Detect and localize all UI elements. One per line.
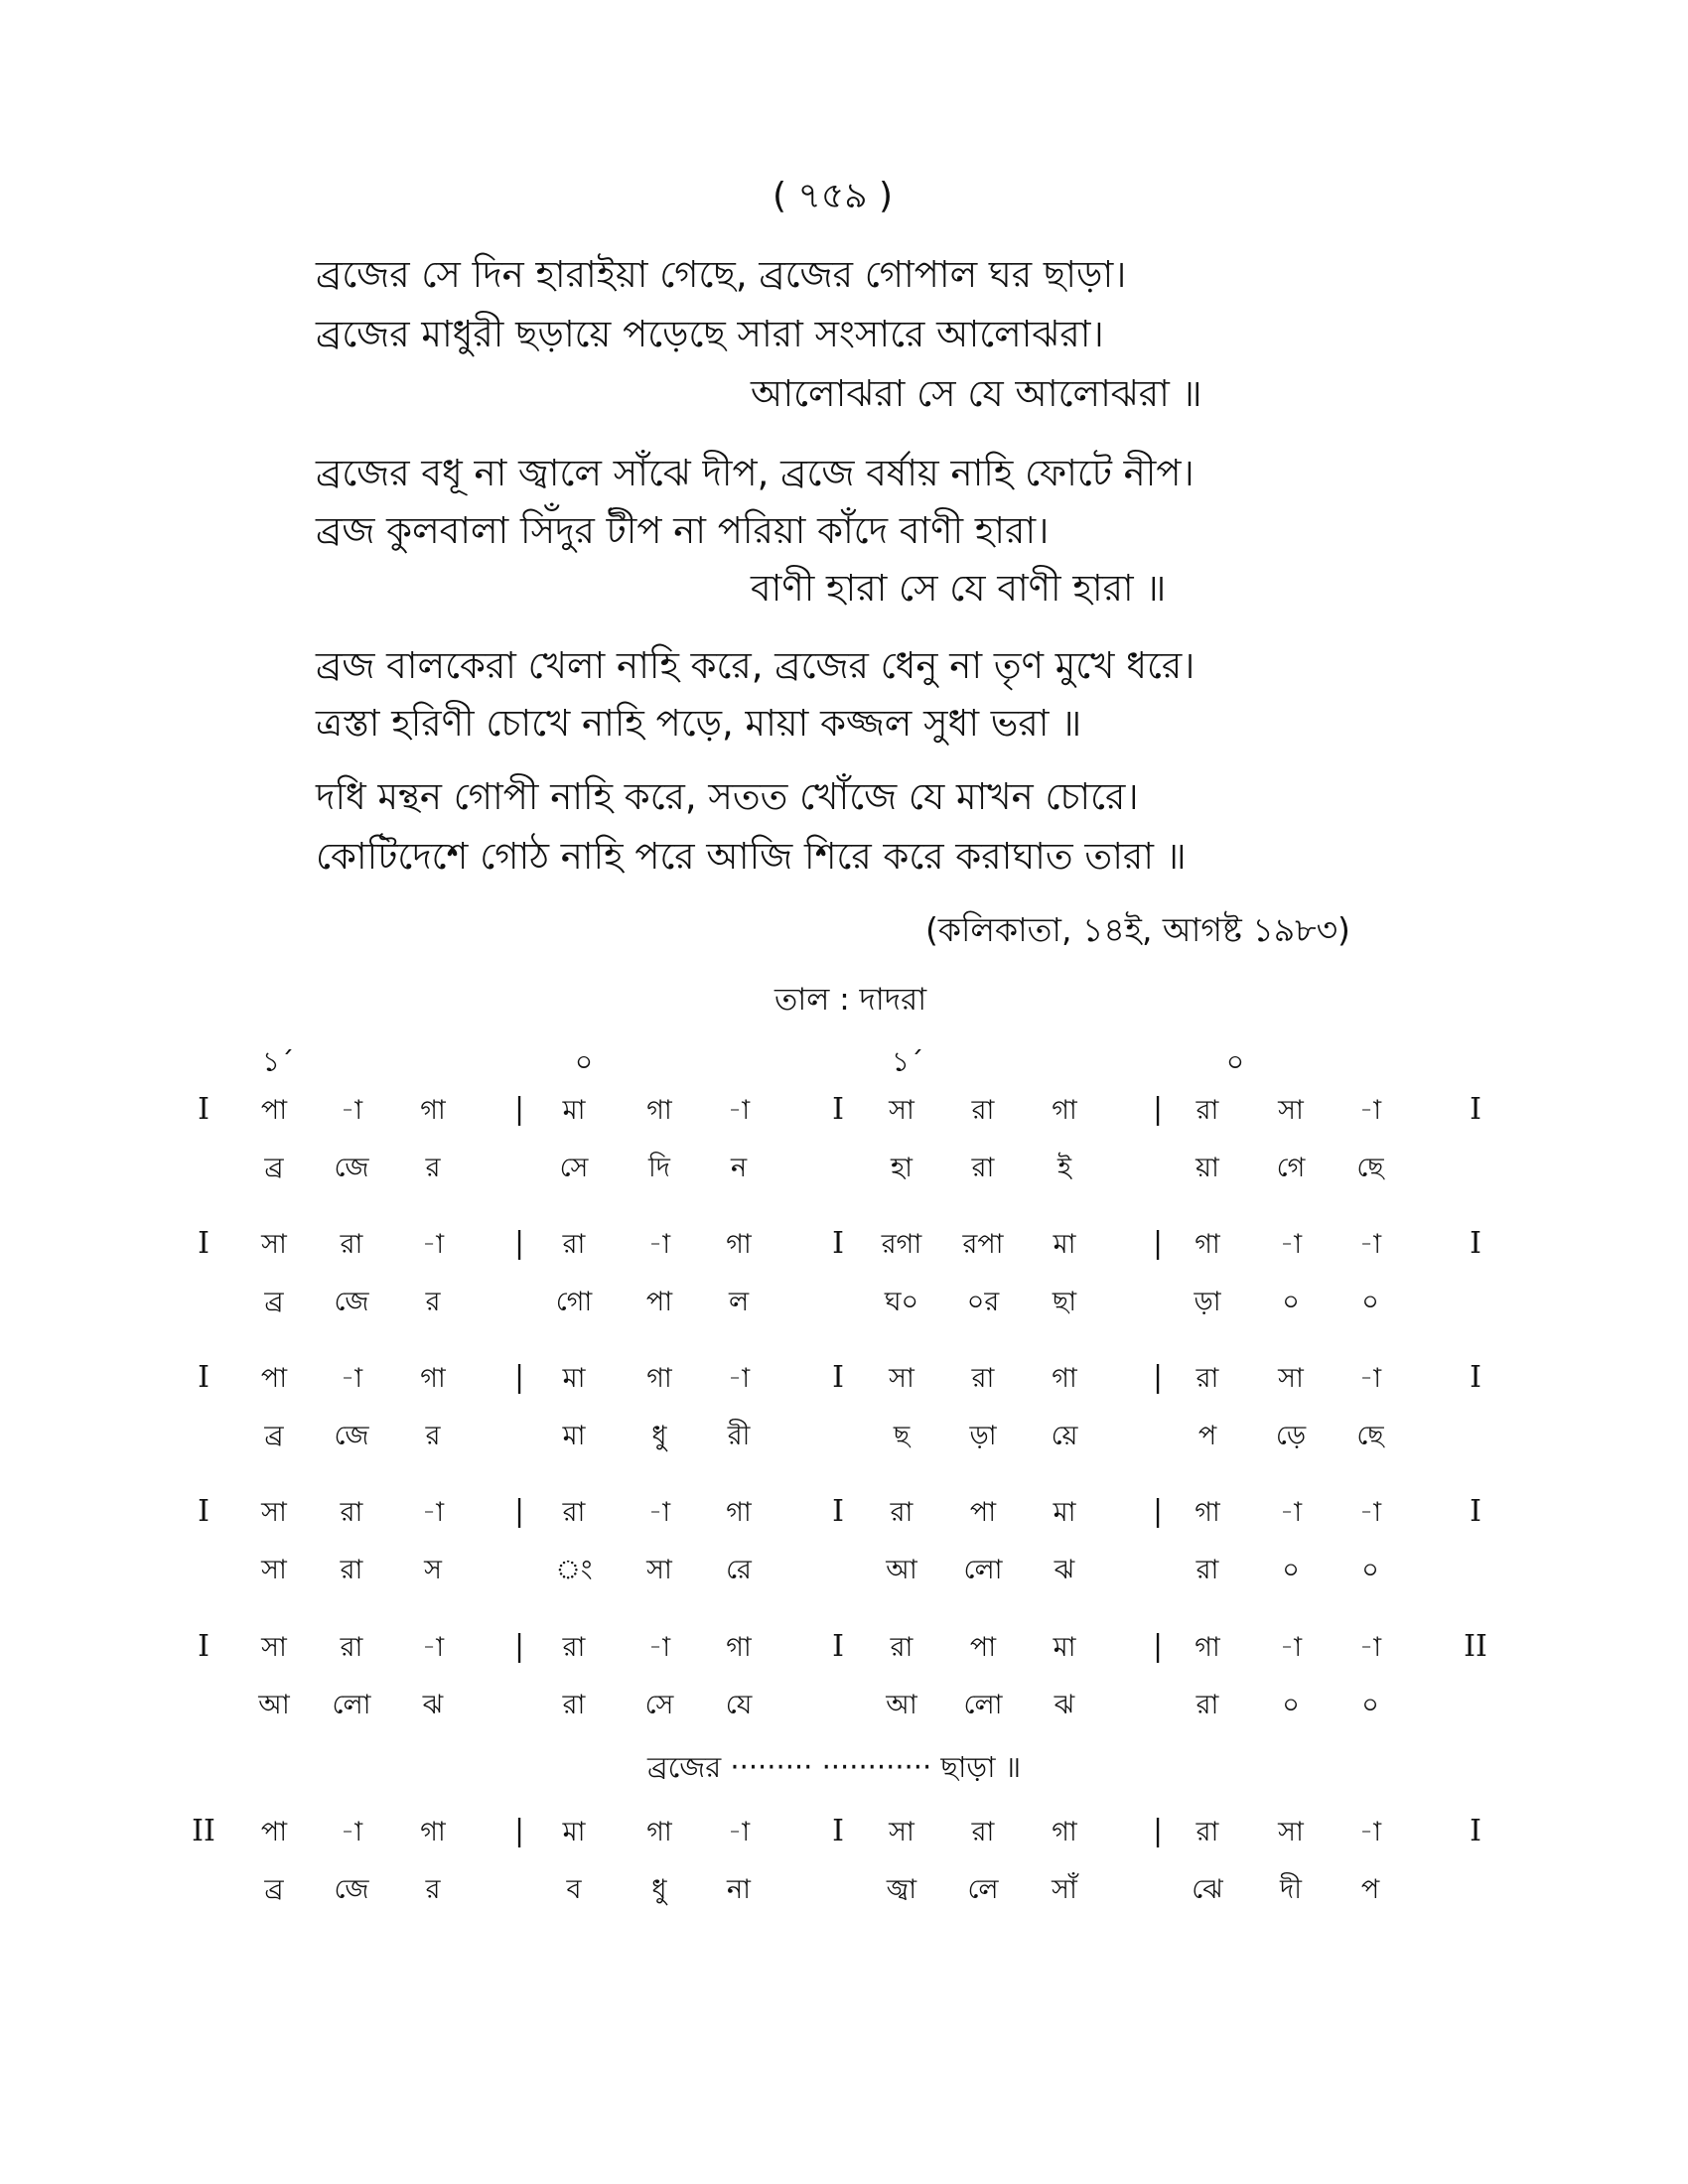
- row-open-bar: I: [198, 1092, 210, 1127]
- row-open-bar: II: [192, 1814, 215, 1848]
- swara-note: গা: [1052, 1363, 1077, 1394]
- lyric-syllable: ঝ: [1054, 1690, 1075, 1720]
- beat-divider: |: [513, 1226, 525, 1261]
- lyric-syllable: র: [425, 1421, 441, 1451]
- avartan-divider: I: [832, 1494, 844, 1529]
- lyric-syllable: রা: [562, 1690, 586, 1720]
- swara-note: রা: [971, 1095, 995, 1126]
- swara-note: -া: [1358, 1363, 1382, 1394]
- swara-note: -া: [421, 1497, 445, 1528]
- swara-note: রা: [562, 1497, 586, 1528]
- swara-note: রা: [890, 1632, 914, 1663]
- swara-note: গা: [420, 1817, 446, 1847]
- tala-mark: ১´: [261, 1045, 295, 1078]
- swara-note: পা: [260, 1363, 288, 1394]
- swara-note: রা: [340, 1229, 363, 1260]
- lyric-syllable: লো: [963, 1690, 1003, 1720]
- swara-note: -া: [647, 1632, 671, 1663]
- beat-divider: |: [1152, 1814, 1164, 1848]
- lyric-syllable: দি: [648, 1153, 670, 1183]
- swara-note: গা: [1052, 1817, 1077, 1847]
- swara-note: -া: [1358, 1632, 1382, 1663]
- lyric-syllable: ছে: [1356, 1153, 1384, 1183]
- swara-note: মা: [562, 1817, 586, 1847]
- swara-note: গা: [646, 1363, 672, 1394]
- lyric-syllable: রা: [1196, 1690, 1219, 1720]
- swara-note: গা: [646, 1817, 672, 1847]
- lyric-syllable: ব্র: [264, 1287, 284, 1317]
- lyric-syllable: ছা: [1052, 1287, 1077, 1317]
- row-open-bar: I: [198, 1629, 210, 1664]
- swara-note: রা: [340, 1632, 363, 1663]
- swara-note: -া: [421, 1229, 445, 1260]
- lyric-syllable: ছে: [1356, 1421, 1384, 1451]
- verse-line: আলোঝরা সে যে আলোঝরা ॥: [751, 372, 1202, 415]
- lyric-syllable: ং: [555, 1555, 593, 1585]
- swara-note: -া: [727, 1817, 751, 1847]
- lyric-syllable: স: [424, 1555, 442, 1585]
- swara-note: রা: [890, 1497, 914, 1528]
- verse-line: বাণী হারা সে যে বাণী হারা ॥: [751, 567, 1167, 610]
- lyric-syllable: ঝে: [1192, 1874, 1223, 1905]
- avartan-divider: I: [832, 1092, 844, 1127]
- row-close-bar: II: [1464, 1629, 1487, 1664]
- tala-heading: তাল : দাদরা: [774, 982, 927, 1018]
- lyric-syllable: রা: [1196, 1555, 1219, 1585]
- swara-note: রা: [562, 1229, 586, 1260]
- verse-line: ব্রজের বধূ না জ্বালে সাঁঝে দীপ, ব্রজে বর্ষায় নাহি ফোটে নীপ।: [316, 452, 1195, 494]
- lyric-syllable: সে: [559, 1153, 589, 1183]
- swara-note: সা: [261, 1229, 287, 1260]
- lyric-syllable: র: [425, 1287, 441, 1317]
- swara-note: -া: [1279, 1632, 1303, 1663]
- verse-line: ব্রজ কুলবালা সিঁদুর টীপ না পরিয়া কাঁদে বাণী হারা।: [316, 509, 1050, 552]
- lyric-syllable: য়া: [1196, 1153, 1219, 1183]
- lyric-syllable: সাঁ: [1052, 1874, 1077, 1905]
- swara-note: রা: [340, 1497, 363, 1528]
- lyric-syllable: রী: [727, 1421, 751, 1451]
- verse-line: ব্রজের সে দিন হারাইয়া গেছে, ব্রজের গোপাল ঘর ছাড়া।: [316, 253, 1127, 296]
- lyric-syllable: না: [727, 1874, 751, 1905]
- lyric-syllable: গে: [1276, 1153, 1306, 1183]
- lyric-syllable: জে: [334, 1153, 369, 1183]
- lyric-syllable: দী: [1280, 1874, 1302, 1905]
- tala-mark: ০: [1225, 1045, 1245, 1078]
- swara-note: মা: [1053, 1497, 1076, 1528]
- beat-divider: |: [1152, 1360, 1164, 1395]
- lyric-syllable: ড়া: [969, 1421, 997, 1451]
- lyric-syllable: প: [1197, 1421, 1217, 1451]
- swara-note: রগা: [881, 1229, 922, 1260]
- swara-note: -া: [647, 1229, 671, 1260]
- lyric-syllable: ঘ০: [884, 1287, 919, 1317]
- beat-divider: |: [1152, 1494, 1164, 1529]
- beat-divider: |: [1152, 1226, 1164, 1261]
- swara-note: রা: [1196, 1095, 1219, 1126]
- beat-divider: |: [513, 1360, 525, 1395]
- refrain-line: ব্রজের ········· ············ ছাড়া ॥: [647, 1750, 1022, 1784]
- swara-note: -া: [340, 1817, 363, 1847]
- swara-note: গা: [1195, 1229, 1220, 1260]
- lyric-syllable: রা: [971, 1153, 995, 1183]
- beat-divider: |: [1152, 1629, 1164, 1664]
- lyric-syllable: ০: [1361, 1555, 1379, 1585]
- verse-line: দধি মন্থন গোপী নাহি করে, সতত খোঁজে যে মাখন চোরে।: [316, 775, 1139, 818]
- swara-note: সা: [1278, 1817, 1304, 1847]
- beat-divider: |: [513, 1092, 525, 1127]
- swara-note: সা: [261, 1632, 287, 1663]
- lyric-syllable: মা: [562, 1421, 586, 1451]
- swara-note: গা: [726, 1229, 752, 1260]
- beat-divider: |: [513, 1629, 525, 1664]
- row-close-bar: I: [1470, 1814, 1481, 1848]
- swara-note: গা: [726, 1497, 752, 1528]
- row-close-bar: I: [1470, 1494, 1481, 1529]
- avartan-divider: I: [832, 1629, 844, 1664]
- verse-line: ত্রস্তা হরিণী চোখে নাহি পড়ে, মায়া কজ্জল সুধা ভরা ॥: [316, 702, 1082, 745]
- lyric-syllable: ল: [728, 1287, 750, 1317]
- swara-note: সা: [1278, 1095, 1304, 1126]
- verse-line: ব্রজের মাধুরী ছড়ায়ে পড়েছে সারা সংসারে আলোঝরা।: [316, 313, 1104, 355]
- swara-note: গা: [420, 1363, 446, 1394]
- lyric-syllable: ধু: [651, 1421, 667, 1451]
- swara-note: -া: [421, 1632, 445, 1663]
- lyric-syllable: ড়ে: [1275, 1421, 1307, 1451]
- row-open-bar: I: [198, 1226, 210, 1261]
- lyric-syllable: লো: [963, 1555, 1003, 1585]
- swara-note: মা: [562, 1095, 586, 1126]
- lyric-syllable: ধু: [651, 1874, 667, 1905]
- swara-note: গা: [1052, 1095, 1077, 1126]
- swara-note: সা: [889, 1817, 914, 1847]
- swara-note: গা: [420, 1095, 446, 1126]
- swara-note: গা: [1195, 1632, 1220, 1663]
- page-number: ( ৭৫৯ ): [773, 176, 894, 216]
- lyric-syllable: জে: [334, 1421, 369, 1451]
- lyric-syllable: ০: [1361, 1287, 1379, 1317]
- tala-mark: ১´: [891, 1045, 924, 1078]
- lyric-syllable: সা: [261, 1555, 287, 1585]
- swara-note: রা: [971, 1363, 995, 1394]
- avartan-divider: I: [832, 1226, 844, 1261]
- swara-note: মা: [1053, 1229, 1076, 1260]
- swara-note: সা: [261, 1497, 287, 1528]
- swara-note: রা: [562, 1632, 586, 1663]
- lyric-syllable: ০: [1282, 1690, 1300, 1720]
- row-open-bar: I: [198, 1360, 210, 1395]
- swara-note: -া: [1358, 1497, 1382, 1528]
- lyric-syllable: লো: [332, 1690, 371, 1720]
- swara-note: -া: [1358, 1095, 1382, 1126]
- swara-note: রা: [1196, 1817, 1219, 1847]
- swara-note: গা: [646, 1095, 672, 1126]
- swara-note: -া: [727, 1095, 751, 1126]
- swara-note: রা: [1196, 1363, 1219, 1394]
- lyric-syllable: হা: [890, 1153, 914, 1183]
- lyric-syllable: রে: [726, 1555, 752, 1585]
- lyric-syllable: জে: [334, 1287, 369, 1317]
- avartan-divider: I: [832, 1360, 844, 1395]
- beat-divider: |: [513, 1814, 525, 1848]
- swara-note: গা: [1195, 1497, 1220, 1528]
- lyric-syllable: র: [425, 1153, 441, 1183]
- lyric-syllable: জে: [334, 1874, 369, 1905]
- verse-line: ব্রজ বালকেরা খেলা নাহি করে, ব্রজের ধেনু না তৃণ মুখে ধরে।: [316, 644, 1196, 687]
- swara-note: সা: [1278, 1363, 1304, 1394]
- swara-note: গা: [726, 1632, 752, 1663]
- swara-note: মা: [562, 1363, 586, 1394]
- colophon: (কলিকাতা, ১৪ই, আগষ্ট ১৯৮৩): [925, 910, 1350, 949]
- swara-note: রপা: [962, 1229, 1004, 1260]
- lyric-syllable: গো: [555, 1287, 593, 1317]
- lyric-syllable: যে: [725, 1690, 753, 1720]
- lyric-syllable: ব্র: [264, 1421, 284, 1451]
- lyric-syllable: ০র: [966, 1287, 1000, 1317]
- tala-mark: ০: [574, 1045, 594, 1078]
- lyric-syllable: জ্বা: [886, 1874, 917, 1905]
- lyric-syllable: র: [425, 1874, 441, 1905]
- lyric-syllable: পা: [645, 1287, 673, 1317]
- lyric-syllable: ব: [566, 1874, 582, 1905]
- swara-note: -া: [340, 1363, 363, 1394]
- lyric-syllable: ছ: [893, 1421, 911, 1451]
- row-close-bar: I: [1470, 1092, 1481, 1127]
- lyric-syllable: প: [1360, 1874, 1380, 1905]
- lyric-syllable: ঝ: [422, 1690, 444, 1720]
- swara-note: পা: [969, 1497, 997, 1528]
- swara-note: রা: [971, 1817, 995, 1847]
- swara-note: -া: [647, 1497, 671, 1528]
- row-close-bar: I: [1470, 1360, 1481, 1395]
- beat-divider: |: [513, 1494, 525, 1529]
- lyric-syllable: ০: [1282, 1555, 1300, 1585]
- swara-note: -া: [1279, 1229, 1303, 1260]
- swara-note: সা: [889, 1363, 914, 1394]
- lyric-syllable: ই: [1056, 1153, 1072, 1183]
- row-close-bar: I: [1470, 1226, 1481, 1261]
- swara-note: -া: [340, 1095, 363, 1126]
- lyric-syllable: আ: [258, 1690, 290, 1720]
- lyric-syllable: ০: [1361, 1690, 1379, 1720]
- lyric-syllable: ব্র: [264, 1874, 284, 1905]
- swara-note: -া: [1358, 1229, 1382, 1260]
- lyric-syllable: য়ে: [1051, 1421, 1078, 1451]
- lyric-syllable: ব্র: [264, 1153, 284, 1183]
- swara-note: -া: [1358, 1817, 1382, 1847]
- lyric-syllable: সা: [646, 1555, 672, 1585]
- swara-note: -া: [727, 1363, 751, 1394]
- swara-note: মা: [1053, 1632, 1076, 1663]
- swara-note: সা: [889, 1095, 914, 1126]
- lyric-syllable: ০: [1282, 1287, 1300, 1317]
- lyric-syllable: ন: [730, 1153, 748, 1183]
- avartan-divider: I: [832, 1814, 844, 1848]
- verse-line: কোটিদেশে গোঠ নাহি পরে আজি শিরে করে করাঘাত তারা ॥: [316, 835, 1187, 878]
- beat-divider: |: [1152, 1092, 1164, 1127]
- swara-note: -া: [1279, 1497, 1303, 1528]
- lyric-syllable: রা: [340, 1555, 363, 1585]
- lyric-syllable: লে: [967, 1874, 999, 1905]
- lyric-syllable: আ: [886, 1690, 917, 1720]
- swara-note: পা: [969, 1632, 997, 1663]
- row-open-bar: I: [198, 1494, 210, 1529]
- lyric-syllable: সে: [644, 1690, 674, 1720]
- swara-note: পা: [260, 1095, 288, 1126]
- lyric-syllable: আ: [886, 1555, 917, 1585]
- lyric-syllable: ড়া: [1194, 1287, 1221, 1317]
- lyric-syllable: ঝ: [1054, 1555, 1075, 1585]
- swara-note: পা: [260, 1817, 288, 1847]
